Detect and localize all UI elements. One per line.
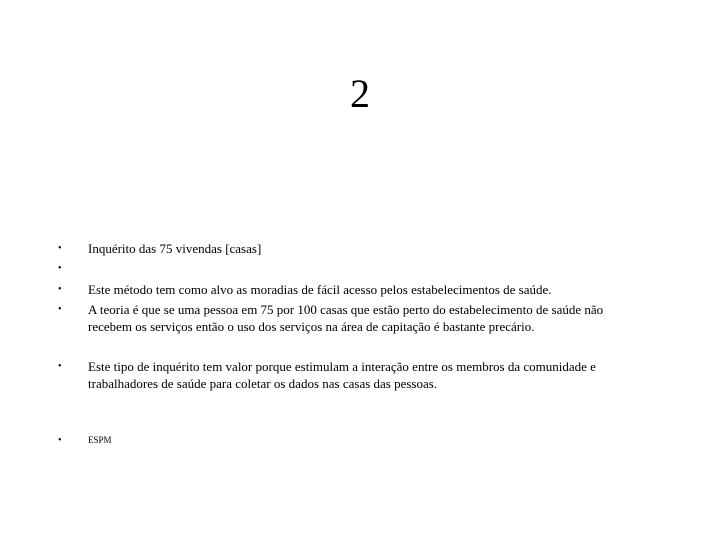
bullet-text-source: ESPM xyxy=(88,435,112,445)
bullet-dot: • xyxy=(58,263,62,274)
bullet-text: Inquérito das 75 vivendas [casas] xyxy=(88,241,262,256)
bullet-dot: • xyxy=(58,304,62,315)
bullet-text: A teoria é que se uma pessoa em 75 por 100 casas que estão perto do estabelecimento de saúde não recebem os serviços então o uso dos serviços na área de capitação é bastante precário. xyxy=(88,302,604,334)
bullet-dot: • xyxy=(58,243,62,254)
bullet-dot: • xyxy=(58,284,62,295)
bullet-text: Este método tem como alvo as moradias de fácil acesso pelos estabelecimentos de saúde. xyxy=(88,282,552,297)
slide-title: 2 xyxy=(350,71,370,116)
bullet-dot: • xyxy=(58,361,62,372)
bullet-text: Este tipo de inquérito tem valor porque estimulam a interação entre os membros da comunidade e trabalhadores de saúde para coletar os dados nas casas das pessoas. xyxy=(88,359,596,391)
bullet-dot: • xyxy=(58,435,62,446)
